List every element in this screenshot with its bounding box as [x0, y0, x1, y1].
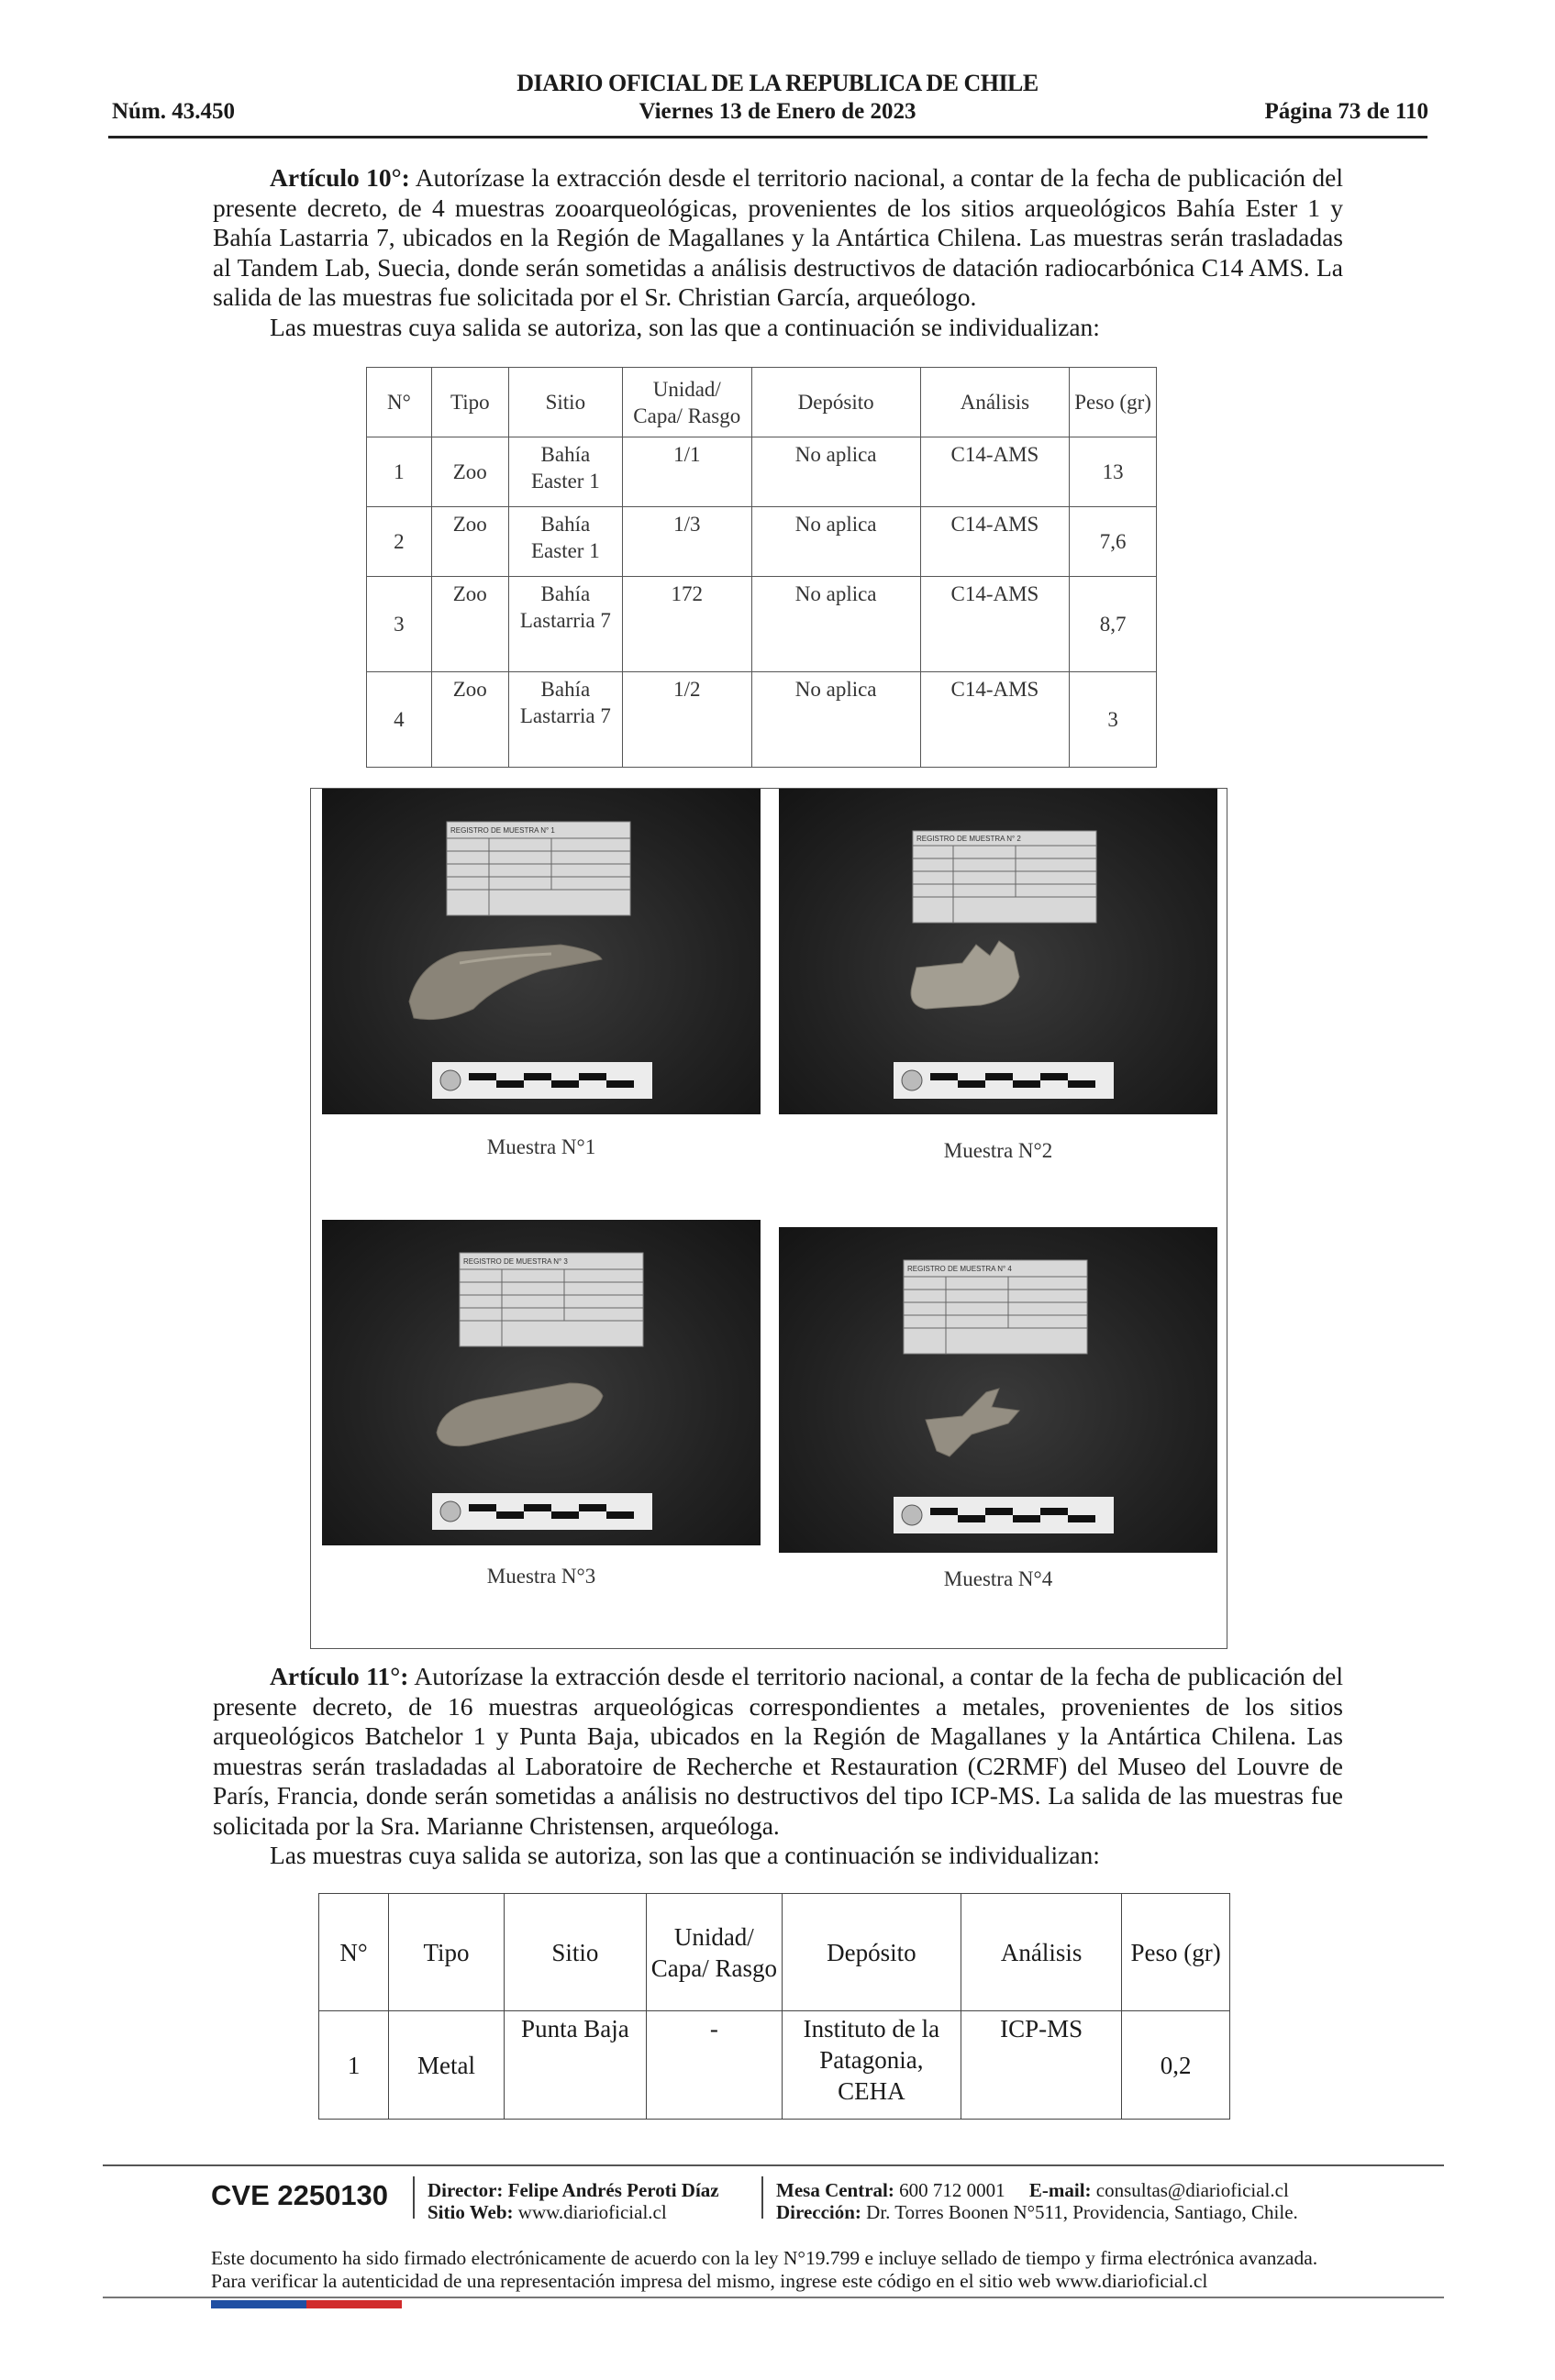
article-11 — [213, 1662, 1343, 1871]
publication-title: DIARIO OFICIAL DE LA REPUBLICA DE CHILE — [516, 70, 1039, 96]
cell-num: 1 — [367, 437, 432, 507]
cell-tipo: Zoo — [431, 577, 508, 672]
website-link[interactable]: www.diarioficial.cl — [517, 2201, 667, 2223]
cell-tipo: Zoo — [431, 672, 508, 768]
cell-deposito: No aplica — [751, 577, 920, 672]
footer-bottom-divider — [103, 2297, 1444, 2298]
table-row — [367, 507, 1157, 577]
col-header-num: N° — [319, 1894, 389, 2011]
sample-photo-2 — [779, 789, 1217, 1114]
table-row — [367, 577, 1157, 672]
issue-date: Viernes 13 de Enero de 2023 — [639, 99, 916, 124]
cell-num: 4 — [367, 672, 432, 768]
cell-peso: 13 — [1070, 437, 1157, 507]
col-header-analisis: Análisis — [961, 1894, 1122, 2011]
cell-deposito: No aplica — [751, 437, 920, 507]
article-10 — [213, 163, 1343, 342]
col-header-peso: Peso (gr) — [1070, 368, 1157, 437]
cell-deposito: No aplica — [751, 507, 920, 577]
col-header-unidad: Unidad/ Capa/ Rasgo — [646, 1894, 782, 2011]
table-row — [367, 437, 1157, 507]
cve-code: CVE 2250130 — [211, 2179, 389, 2211]
cell-num: 2 — [367, 507, 432, 577]
footer-separator — [413, 2176, 415, 2219]
cell-num: 1 — [319, 2011, 389, 2120]
col-header-tipo: Tipo — [431, 368, 508, 437]
article-11-label: Artículo 11°: — [270, 1662, 409, 1690]
col-header-peso: Peso (gr) — [1122, 1894, 1230, 2011]
director-name: Felipe Andrés Peroti Díaz — [507, 2179, 719, 2201]
flag-stripe-blue — [211, 2300, 306, 2308]
photo-caption-1: Muestra N°1 — [486, 1135, 596, 1158]
cell-analisis: C14-AMS — [920, 577, 1069, 672]
cell-peso: 7,6 — [1070, 507, 1157, 577]
article-10-body: Autorízase la extracción desde el territorio nacional, a contar de la fecha de publicación del presente decreto, de 4 muestras zooarqueológicas, provenientes de los sitios arqueológicos Bahía Ester 1 y Bahía Lastarria 7, ubicados en la Región de Magallanes y la Antártica Chilena. Las muestras serán trasladadas al Tandem Lab, Suecia, donde serán sometidas a análisis destructivos de datación radiocarbónica C14 AMS. La salida de las muestras fue solicitada por el Sr. Christian García, arqueólogo. — [213, 163, 1343, 311]
email-link[interactable]: consultas@diarioficial.cl — [1095, 2179, 1289, 2201]
cell-sitio: Bahía Lastarria 7 — [508, 672, 622, 768]
cell-num: 3 — [367, 577, 432, 672]
col-header-unidad: Unidad/ Capa/ Rasgo — [622, 368, 751, 437]
cell-unidad: 1/2 — [622, 672, 751, 768]
col-header-tipo: Tipo — [389, 1894, 505, 2011]
sample-label-title: REGISTRO DE MUESTRA N° 4 — [907, 1265, 1012, 1273]
photo-caption-2: Muestra N°2 — [943, 1139, 1053, 1162]
photo-caption-4: Muestra N°4 — [943, 1567, 1053, 1590]
cell-tipo: Zoo — [431, 437, 508, 507]
cell-peso: 8,7 — [1070, 577, 1157, 672]
col-header-sitio: Sitio — [508, 368, 622, 437]
col-header-num: N° — [367, 368, 432, 437]
article-11-body: Autorízase la extracción desde el territorio nacional, a contar de la fecha de publicación del presente decreto, de 16 muestras arqueológicas correspondientes a metales, provenientes de los sitios arqueológicos Batchelor 1 y Punta Baja, ubicados en la Región de Magallanes y la Antártica Chilena. Las muestras serán trasladadas al Laboratoire de Recherche et Restauration (C2RMF) del Museo del Louvre de París, Francia, donde serán sometidas a análisis no destructivos del tipo ICP-MS. La salida de las muestras fue solicitada por la Sra. Marianne Christensen, arqueóloga. — [213, 1662, 1343, 1840]
address-label: Dirección: — [776, 2201, 861, 2223]
cell-unidad: 172 — [622, 577, 751, 672]
cell-tipo: Zoo — [431, 507, 508, 577]
phone-label: Mesa Central: — [776, 2179, 894, 2201]
col-header-deposito: Depósito — [751, 368, 920, 437]
sample-label-title: REGISTRO DE MUESTRA N° 1 — [450, 826, 555, 835]
flag-stripe-red — [306, 2300, 402, 2308]
website-label: Sitio Web: — [428, 2201, 514, 2223]
photo-caption-3: Muestra N°3 — [486, 1565, 596, 1588]
cell-sitio: Bahía Easter 1 — [508, 507, 622, 577]
email-label: E-mail: — [1028, 2179, 1092, 2201]
article-10-intro: Las muestras cuya salida se autoriza, son las que a continuación se individualizan: — [270, 312, 1100, 341]
table-row — [319, 2011, 1230, 2120]
sample-photos-panel — [310, 788, 1227, 1649]
footer-contact-block — [776, 2179, 1298, 2223]
issue-number: Núm. 43.450 — [112, 99, 236, 124]
cell-analisis: C14-AMS — [920, 672, 1069, 768]
col-header-sitio: Sitio — [504, 1894, 646, 2011]
cell-analisis: ICP-MS — [961, 2011, 1122, 2120]
cell-sitio: Bahía Easter 1 — [508, 437, 622, 507]
table-header-row — [367, 368, 1157, 437]
footer-separator — [761, 2176, 763, 2219]
article-11-intro: Las muestras cuya salida se autoriza, son las que a continuación se individualizan: — [270, 1841, 1100, 1869]
samples-table-article-11 — [318, 1893, 1230, 2120]
cell-tipo: Metal — [389, 2011, 505, 2120]
cell-peso: 3 — [1070, 672, 1157, 768]
director-label: Director: — [428, 2179, 504, 2201]
page-number: Página 73 de 110 — [1264, 99, 1428, 124]
cell-unidad: 1/1 — [622, 437, 751, 507]
cell-peso: 0,2 — [1122, 2011, 1230, 2120]
cell-analisis: C14-AMS — [920, 507, 1069, 577]
sample-photo-1 — [322, 789, 761, 1114]
address-value: Dr. Torres Boonen N°511, Providencia, Santiago, Chile. — [866, 2201, 1298, 2223]
cell-sitio: Bahía Lastarria 7 — [508, 577, 622, 672]
table-header-row — [319, 1894, 1230, 2011]
sample-photo-3 — [322, 1220, 761, 1545]
cell-deposito: No aplica — [751, 672, 920, 768]
cell-sitio: Punta Baja — [504, 2011, 646, 2120]
sample-label-title: REGISTRO DE MUESTRA N° 2 — [916, 835, 1021, 843]
phone-value: 600 712 0001 — [899, 2179, 1005, 2201]
col-header-analisis: Análisis — [920, 368, 1069, 437]
table-row — [367, 672, 1157, 768]
samples-table-article-10 — [366, 367, 1157, 768]
sample-label-title: REGISTRO DE MUESTRA N° 3 — [463, 1257, 568, 1266]
article-10-label: Artículo 10°: — [270, 163, 410, 192]
cell-analisis: C14-AMS — [920, 437, 1069, 507]
sample-photo-4 — [779, 1227, 1217, 1553]
footer-divider — [103, 2164, 1444, 2166]
legal-notice: Este documento ha sido firmado electrónicamente de acuerdo con la ley N°19.799 e incluye sellado de tiempo y firma electrónica avanzada. Para verificar la autenticidad de una representación impresa del mismo, ingrese este código en el sitio web www.diarioficial.cl — [211, 2247, 1318, 2292]
cell-unidad: - — [646, 2011, 782, 2120]
col-header-deposito: Depósito — [782, 1894, 961, 2011]
header-divider — [108, 136, 1427, 138]
cell-unidad: 1/3 — [622, 507, 751, 577]
footer-director-block — [428, 2179, 719, 2223]
cell-deposito: Instituto de la Patagonia, CEHA — [782, 2011, 961, 2120]
